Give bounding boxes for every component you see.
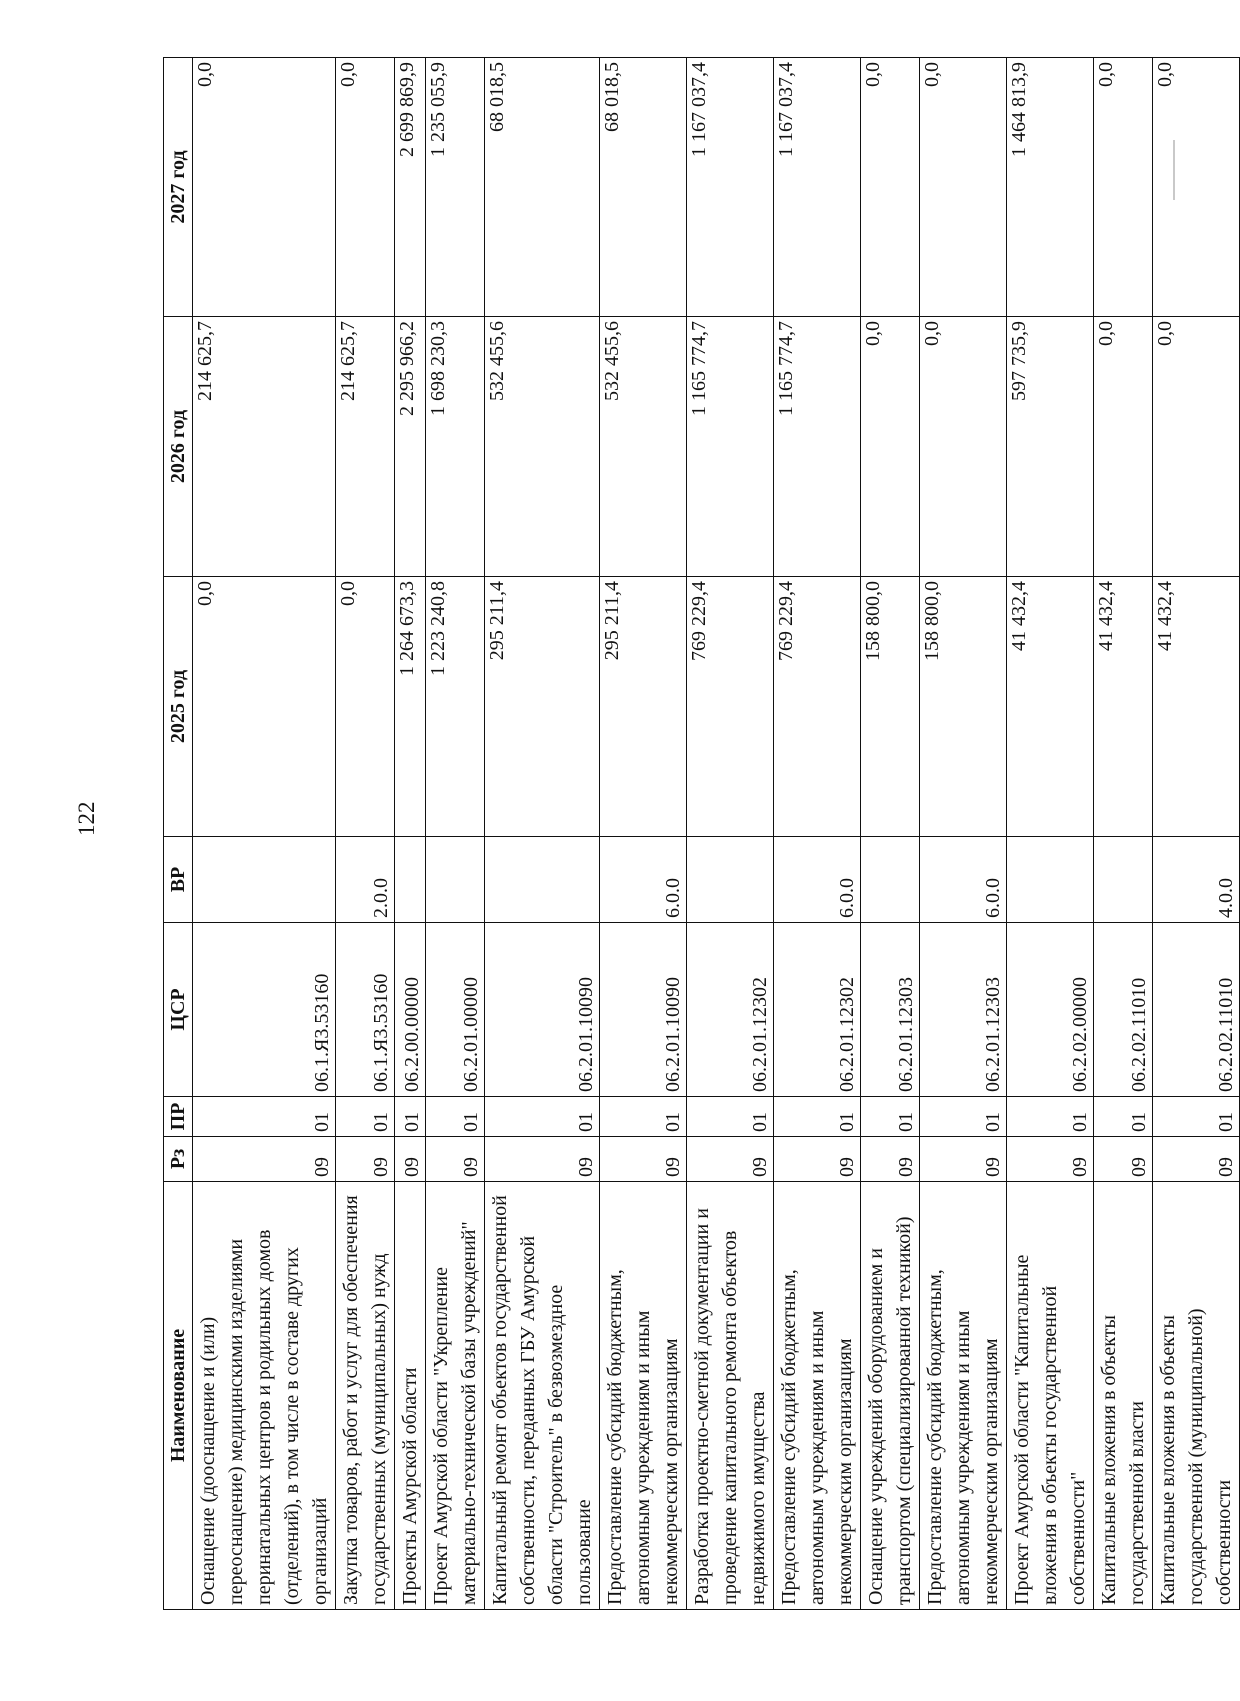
row-pr: 01: [687, 1097, 774, 1137]
row-2026: 214 625,7: [193, 317, 336, 577]
row-vr: 4.0.0: [1153, 837, 1240, 923]
row-vr: [1094, 837, 1153, 923]
row-2026: 1 165 774,7: [687, 317, 774, 577]
row-vr: [687, 837, 774, 923]
table-row: [336, 58, 395, 1610]
row-vr: 6.0.0: [774, 837, 861, 923]
row-csr: 06.2.01.00000: [426, 923, 485, 1097]
row-pr: 01: [1094, 1097, 1153, 1137]
row-2026: 1 165 774,7: [774, 317, 861, 577]
row-2026: 2 295 966,2: [395, 317, 426, 577]
row-2025: 295 211,4: [600, 577, 687, 837]
table-row: [774, 58, 861, 1610]
rotated-page-frame: [163, 58, 1237, 1610]
row-2025: 0,0: [193, 577, 336, 837]
row-rz: 09: [336, 1137, 395, 1182]
row-rz: 09: [485, 1137, 600, 1182]
row-vr: [861, 837, 920, 923]
header-name: Наименование: [164, 1182, 193, 1610]
row-name: Проекты Амурской области: [395, 1182, 426, 1610]
row-rz: 09: [395, 1137, 426, 1182]
table-row: [861, 58, 920, 1610]
header-2027: 2027 год: [164, 58, 193, 317]
row-2027: 0,0: [861, 58, 920, 317]
table-row: [426, 58, 485, 1610]
row-csr: 06.2.02.11010: [1153, 923, 1240, 1097]
row-pr: 01: [426, 1097, 485, 1137]
table-row: [687, 58, 774, 1610]
header-pr: ПР: [164, 1097, 193, 1137]
row-rz: 09: [1153, 1137, 1240, 1182]
page-number: 122: [74, 801, 99, 836]
header-csr: ЦСР: [164, 923, 193, 1097]
row-csr: 06.1.Я3.53160: [336, 923, 395, 1097]
row-2027: 1 167 037,4: [774, 58, 861, 317]
row-csr: 06.2.00.00000: [395, 923, 426, 1097]
row-pr: 01: [395, 1097, 426, 1137]
row-csr: 06.2.02.00000: [1007, 923, 1094, 1097]
row-rz: 09: [1094, 1137, 1153, 1182]
row-vr: 2.0.0: [336, 837, 395, 923]
table-header-row: [164, 58, 193, 1610]
row-pr: 01: [193, 1097, 336, 1137]
row-2026: 0,0: [1153, 317, 1240, 577]
row-2027: 0,0: [336, 58, 395, 317]
row-pr: 01: [485, 1097, 600, 1137]
row-2026: 532 455,6: [485, 317, 600, 577]
row-2027: 1 167 037,4: [687, 58, 774, 317]
row-rz: 09: [774, 1137, 861, 1182]
row-2026: 597 735,9: [1007, 317, 1094, 577]
row-rz: 09: [920, 1137, 1007, 1182]
row-name: Оснащение учреждений оборудованием и транспортом (специализированной техникой): [861, 1182, 920, 1610]
row-vr: [1007, 837, 1094, 923]
row-name: Капитальные вложения в объекты государственной власти: [1094, 1182, 1153, 1610]
row-2027: 0,0: [1094, 58, 1153, 317]
header-2026: 2026 год: [164, 317, 193, 577]
row-name: Разработка проектно-сметной документации и проведение капитального ремонта объектов недвижимого имущества: [687, 1182, 774, 1610]
row-name: Предоставление субсидий бюджетным, автономным учреждениям и иным некоммерческим организациям: [774, 1182, 861, 1610]
table-row: [600, 58, 687, 1610]
row-2025: 1 223 240,8: [426, 577, 485, 837]
row-name: Проект Амурской области "Капитальные вложения в объекты государственной собственности": [1007, 1182, 1094, 1610]
row-pr: 01: [1153, 1097, 1240, 1137]
header-2025: 2025 год: [164, 577, 193, 837]
row-pr: 01: [774, 1097, 861, 1137]
row-2027: 68 018,5: [600, 58, 687, 317]
row-name: Капитальный ремонт объектов государственной собственности, переданных ГБУ Амурской области "Строитель" в безвозмездное пользование: [485, 1182, 600, 1610]
row-pr: 01: [920, 1097, 1007, 1137]
header-vr: ВР: [164, 837, 193, 923]
row-name: Капитальные вложения в объекты государственной (муниципальной) собственности: [1153, 1182, 1240, 1610]
row-2027: 68 018,5: [485, 58, 600, 317]
table-row: [1153, 58, 1240, 1610]
row-rz: 09: [193, 1137, 336, 1182]
row-pr: 01: [1007, 1097, 1094, 1137]
row-2027: 0,0: [1153, 58, 1240, 317]
row-csr: 06.2.01.10090: [485, 923, 600, 1097]
table-row: [1094, 58, 1153, 1610]
row-vr: [395, 837, 426, 923]
scan-artifact: [1173, 140, 1175, 200]
row-rz: 09: [600, 1137, 687, 1182]
row-csr: 06.1.Я3.53160: [193, 923, 336, 1097]
row-2025: 41 432,4: [1007, 577, 1094, 837]
row-pr: 01: [861, 1097, 920, 1137]
row-pr: 01: [336, 1097, 395, 1137]
row-2027: 0,0: [920, 58, 1007, 317]
row-2026: 1 698 230,3: [426, 317, 485, 577]
row-2025: 158 800,0: [861, 577, 920, 837]
row-2027: 1 464 813,9: [1007, 58, 1094, 317]
row-name: Проект Амурской области "Укрепление материально-технической базы учреждений": [426, 1182, 485, 1610]
row-vr: 6.0.0: [920, 837, 1007, 923]
row-vr: [485, 837, 600, 923]
row-csr: 06.2.01.12302: [774, 923, 861, 1097]
row-vr: 6.0.0: [600, 837, 687, 923]
row-2025: 1 264 673,3: [395, 577, 426, 837]
row-2025: 0,0: [336, 577, 395, 837]
row-rz: 09: [861, 1137, 920, 1182]
row-csr: 06.2.01.10090: [600, 923, 687, 1097]
row-csr: 06.2.02.11010: [1094, 923, 1153, 1097]
row-rz: 09: [1007, 1137, 1094, 1182]
row-vr: [193, 837, 336, 923]
row-2025: 295 211,4: [485, 577, 600, 837]
row-csr: 06.2.01.12303: [861, 923, 920, 1097]
row-2025: 769 229,4: [774, 577, 861, 837]
row-pr: 01: [600, 1097, 687, 1137]
row-2026: 0,0: [920, 317, 1007, 577]
header-rz: Рз: [164, 1137, 193, 1182]
table-row: [1007, 58, 1094, 1610]
row-2026: 0,0: [1094, 317, 1153, 577]
row-name: Предоставление субсидий бюджетным, автономным учреждениям и иным некоммерческим организациям: [920, 1182, 1007, 1610]
row-name: Предоставление субсидий бюджетным, автономным учреждениям и иным некоммерческим организациям: [600, 1182, 687, 1610]
row-name: Оснащение (дооснащение и (или) переоснащение) медицинскими изделиями перинатальных центров и родильных домов (отделений), в том числе в составе других организаций: [193, 1182, 336, 1610]
row-csr: 06.2.01.12302: [687, 923, 774, 1097]
row-2027: 2 699 869,9: [395, 58, 426, 317]
row-2025: 769 229,4: [687, 577, 774, 837]
table-row: [193, 58, 336, 1610]
table-row: [395, 58, 426, 1610]
row-2026: 532 455,6: [600, 317, 687, 577]
row-name: Закупка товаров, работ и услуг для обеспечения государственных (муниципальных) нужд: [336, 1182, 395, 1610]
row-rz: 09: [687, 1137, 774, 1182]
table-row: [485, 58, 600, 1610]
row-vr: [426, 837, 485, 923]
row-2025: 41 432,4: [1153, 577, 1240, 837]
table-row: [920, 58, 1007, 1610]
budget-table: [163, 57, 1240, 1610]
row-rz: 09: [426, 1137, 485, 1182]
row-2026: 0,0: [861, 317, 920, 577]
row-2025: 158 800,0: [920, 577, 1007, 837]
row-csr: 06.2.01.12303: [920, 923, 1007, 1097]
row-2027: 1 235 055,9: [426, 58, 485, 317]
row-2025: 41 432,4: [1094, 577, 1153, 837]
row-2026: 214 625,7: [336, 317, 395, 577]
row-2027: 0,0: [193, 58, 336, 317]
